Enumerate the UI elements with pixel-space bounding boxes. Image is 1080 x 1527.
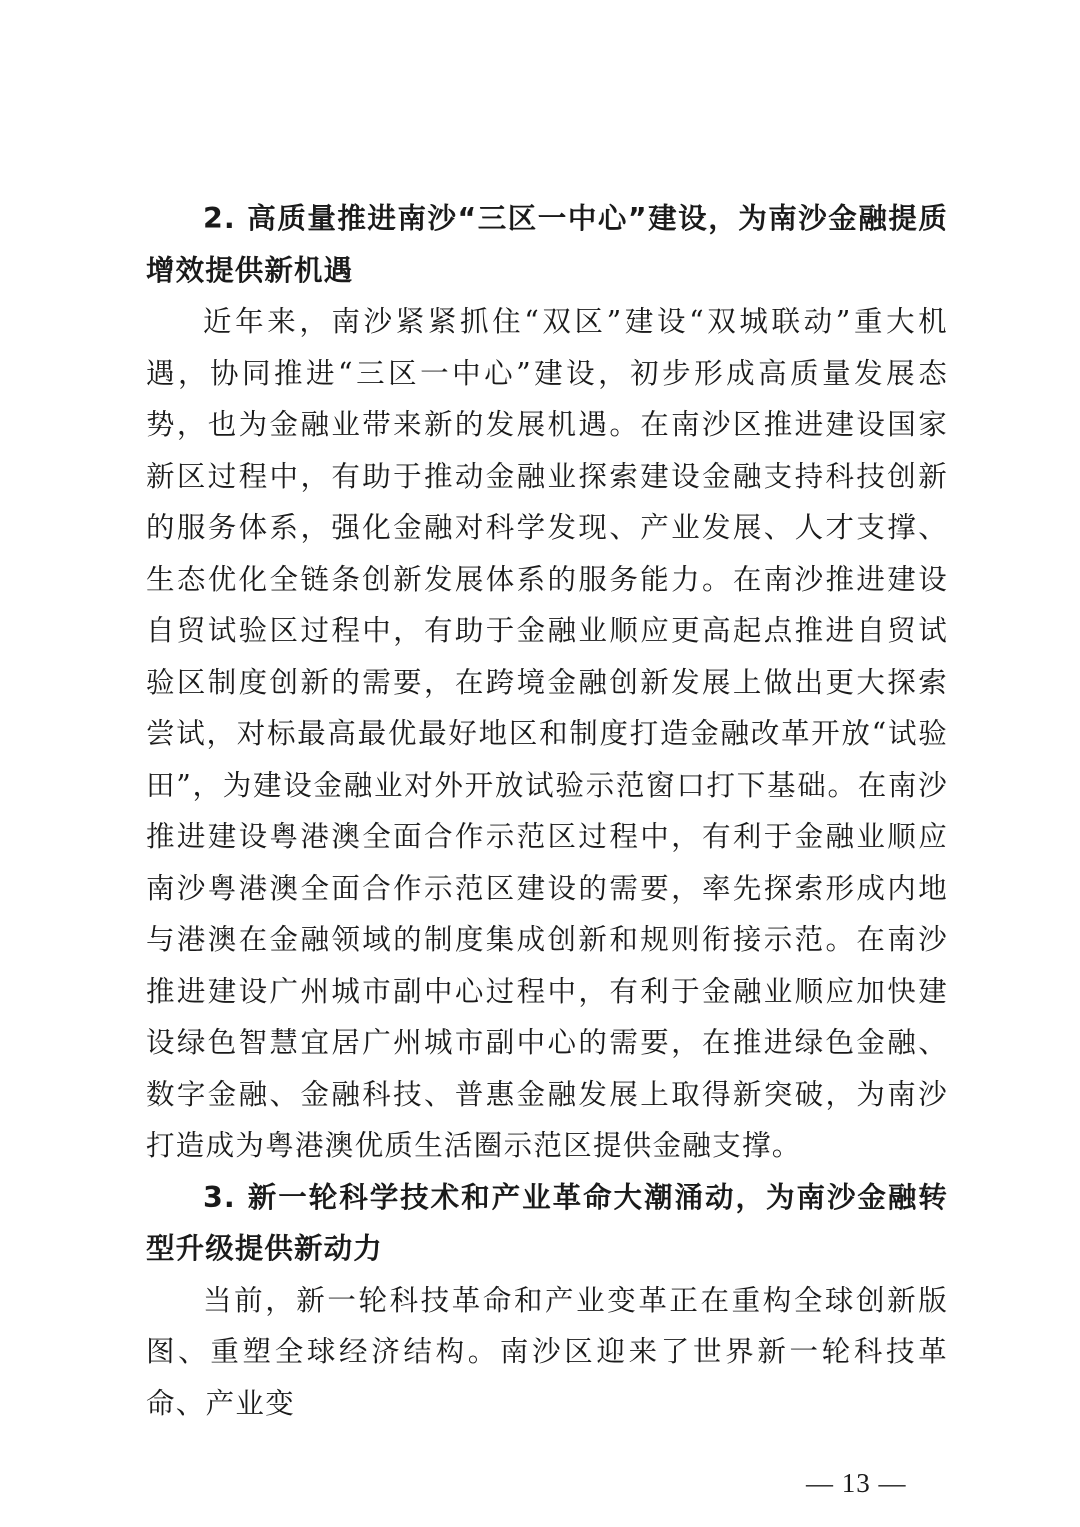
section-2-paragraph: 近年来，南沙紧紧抓住“双区”建设“双城联动”重大机遇，协同推进“三区一中心”建设，初步形成高质量发展态势，也为金融业带来新的发展机遇。在南沙区推进建设国家新区过程中，有助于推动金融业探索建设金融支持科技创新的服务体系，强化金融对科学发现、产业发展、人才支撑、生态优化全链条创新发展体系的服务能力。在南沙推进建设自贸试验区过程中，有助于金融业顺应更高起点推进自贸试验区制度创新的需要，在跨境金融创新发展上做出更大探索尝试，对标最高最优最好地区和制度打造金融改革开放“试验田”，为建设金融业对外开放试验示范窗口打下基础。在南沙推进建设粤港澳全面合作示范区过程中，有利于金融业顺应南沙粤港澳全面合作示范区建设的需要，率先探索形成内地与港澳在金融领域的制度集成创新和规则衔接示范。在南沙推进建设广州城市副中心过程中，有利于金融业顺应加快建设绿色智慧宜居广州城市副中心的需要，在推进绿色金融、数字金融、金融科技、普惠金融发展上取得新突破，为南沙打造成为粤港澳优质生活圈示范区提供金融支撑。	[146, 305, 948, 1162]
section-3-paragraph: 当前，新一轮科技革命和产业变革正在重构全球创新版图、重塑全球经济结构。南沙区迎来了世界新一轮科技革命、产业变	[146, 1283, 948, 1420]
document-body	[146, 193, 948, 1429]
section-3-heading: 3. 新一轮科学技术和产业革命大潮涌动，为南沙金融转型升级提供新动力	[146, 1180, 948, 1265]
section-2-heading: 2. 高质量推进南沙“三区一中心”建设，为南沙金融提质增效提供新机遇	[146, 202, 948, 287]
page-number: — 13 —	[806, 1468, 907, 1498]
